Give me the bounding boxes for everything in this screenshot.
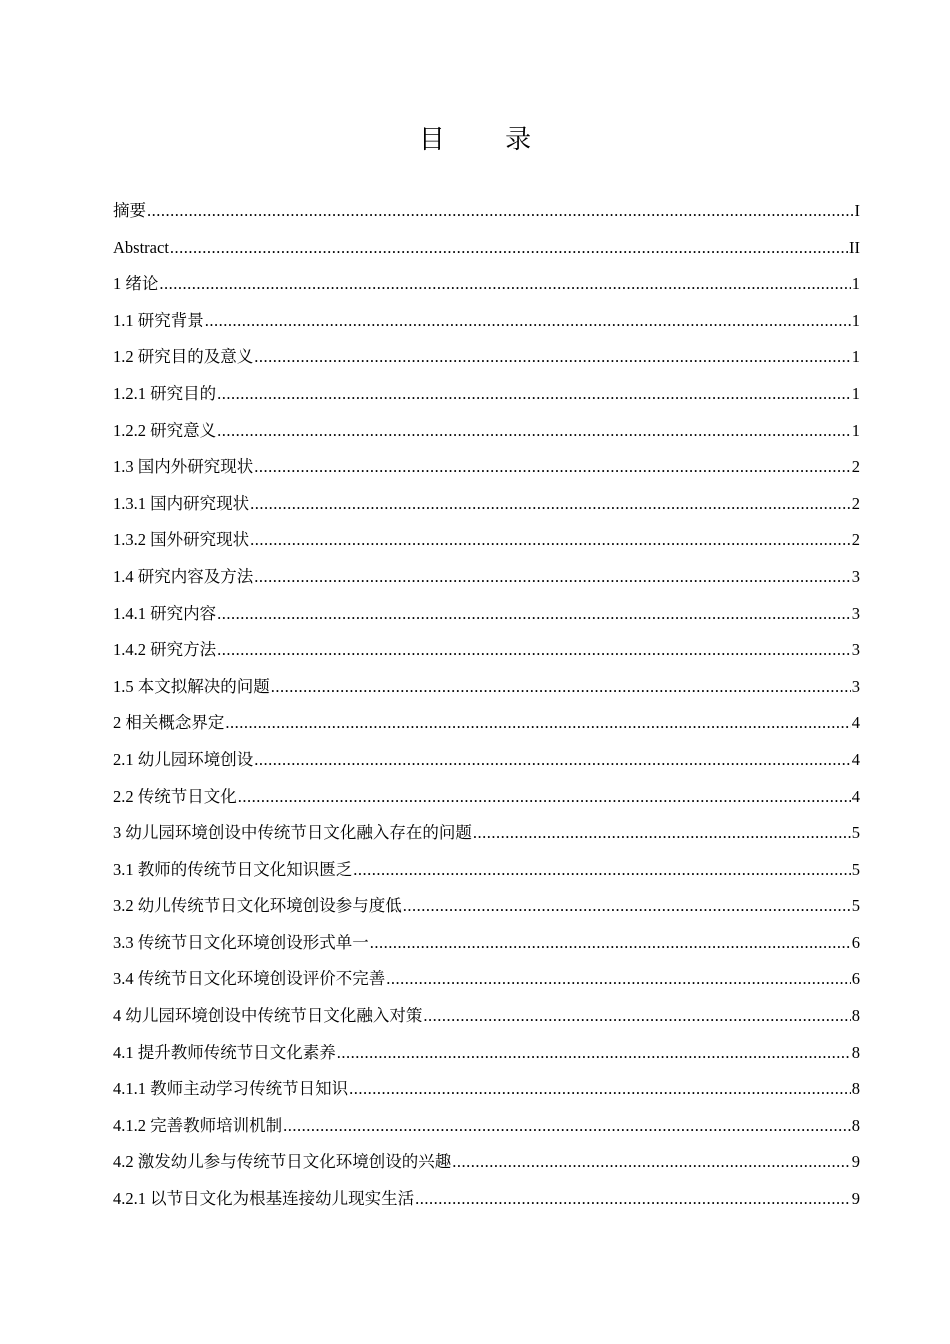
toc-entry-text: 3.3 传统节日文化环境创设形式单一 <box>113 932 369 952</box>
toc-entry-text: 3.4 传统节日文化环境创设评价不完善 <box>113 969 386 989</box>
toc-page-number: 1 <box>851 420 860 440</box>
toc-entry-text: 4 幼儿园环境创设中传统节日文化融入对策 <box>113 1006 423 1026</box>
toc-entry-text: 3.1 教师的传统节日文化知识匮乏 <box>113 859 353 879</box>
toc-dot-leader <box>337 1035 851 1072</box>
toc-page-number: 9 <box>851 1152 860 1172</box>
toc-dot-leader <box>238 779 851 816</box>
toc-dot-leader <box>353 852 851 889</box>
toc-entry[interactable] <box>113 705 860 742</box>
toc-dot-leader <box>217 632 851 669</box>
toc-entry-text: 2.1 幼儿园环境创设 <box>113 749 254 769</box>
toc-dot-leader <box>170 230 848 267</box>
toc-entry[interactable] <box>113 376 860 413</box>
toc-entry[interactable] <box>113 632 860 669</box>
toc-dot-leader <box>452 1144 851 1181</box>
toc-page-number: 3 <box>851 566 860 586</box>
toc-page-number: 8 <box>851 1006 860 1026</box>
toc-dot-leader <box>254 339 851 376</box>
toc-entry[interactable] <box>113 852 860 889</box>
toc-page-number: 3 <box>851 640 860 660</box>
toc-dot-leader <box>250 522 851 559</box>
toc-page-number: 9 <box>851 1189 860 1209</box>
toc-dot-leader <box>225 705 850 742</box>
toc-entry-text: 摘要 <box>113 201 146 220</box>
toc-page-number: 5 <box>851 859 860 879</box>
toc-dot-leader <box>205 303 851 340</box>
toc-entry[interactable] <box>113 339 860 376</box>
toc-entry[interactable] <box>113 193 860 230</box>
toc-entry-text: 1.3 国内外研究现状 <box>113 457 254 477</box>
toc-page-number: 1 <box>851 310 860 330</box>
toc-entry-text: 1.1 研究背景 <box>113 310 204 330</box>
toc-entry[interactable] <box>113 815 860 852</box>
toc-dot-leader <box>271 669 851 706</box>
toc-entry[interactable] <box>113 1181 860 1218</box>
toc-title: 目 录 <box>418 125 558 155</box>
toc-entry[interactable] <box>113 1071 860 1108</box>
toc-page-number: 6 <box>851 932 860 952</box>
toc-page-number: 4 <box>851 749 860 769</box>
toc-entry-text: 1.3.2 国外研究现状 <box>113 530 250 550</box>
toc-page-number: 2 <box>851 493 860 513</box>
toc-page-number: 1 <box>851 347 860 367</box>
toc-entry-text: 2 相关概念界定 <box>113 713 225 733</box>
toc-entry[interactable] <box>113 1035 860 1072</box>
toc-dot-leader <box>423 998 850 1035</box>
toc-dot-leader <box>254 449 851 486</box>
toc-dot-leader <box>403 888 851 925</box>
toc-page-number: 2 <box>851 457 860 477</box>
toc-entry[interactable] <box>113 1108 860 1145</box>
toc-page-number: 1 <box>851 274 860 294</box>
toc-list <box>113 193 860 1218</box>
toc-dot-leader <box>159 266 850 303</box>
toc-dot-leader <box>217 376 851 413</box>
toc-dot-leader <box>254 559 851 596</box>
toc-entry[interactable] <box>113 998 860 1035</box>
toc-entry[interactable] <box>113 925 860 962</box>
toc-page-number: 4 <box>851 786 860 806</box>
toc-entry-text: 1 绪论 <box>113 274 159 294</box>
toc-page-number: 8 <box>851 1115 860 1135</box>
toc-page-number: 3 <box>851 603 860 623</box>
toc-dot-leader <box>473 815 851 852</box>
toc-entry[interactable] <box>113 230 860 267</box>
toc-entry[interactable] <box>113 449 860 486</box>
toc-dot-leader <box>250 486 851 523</box>
toc-entry[interactable] <box>113 413 860 450</box>
toc-entry[interactable] <box>113 669 860 706</box>
toc-page-number: 5 <box>851 823 860 843</box>
toc-dot-leader <box>283 1108 851 1145</box>
toc-entry[interactable] <box>113 1144 860 1181</box>
toc-entry-text: 2.2 传统节日文化 <box>113 786 237 806</box>
toc-entry-text: 1.2 研究目的及意义 <box>113 347 254 367</box>
toc-entry-text: 4.1.1 教师主动学习传统节日知识 <box>113 1079 349 1099</box>
toc-entry-text: 1.3.1 国内研究现状 <box>113 493 250 513</box>
toc-page-number: I <box>854 201 860 220</box>
toc-dot-leader <box>217 413 851 450</box>
toc-entry[interactable] <box>113 961 860 998</box>
toc-page-number: 1 <box>851 383 860 403</box>
toc-entry[interactable] <box>113 779 860 816</box>
toc-entry-text: 1.4.2 研究方法 <box>113 640 217 660</box>
toc-dot-leader <box>349 1071 851 1108</box>
toc-page-number: 3 <box>851 676 860 696</box>
toc-dot-leader <box>415 1181 851 1218</box>
toc-page-number: 8 <box>851 1079 860 1099</box>
toc-entry-text: 1.5 本文拟解决的问题 <box>113 676 270 696</box>
toc-dot-leader <box>386 961 851 998</box>
toc-entry[interactable] <box>113 559 860 596</box>
toc-entry[interactable] <box>113 596 860 633</box>
toc-entry-text: 4.2 激发幼儿参与传统节日文化环境创设的兴趣 <box>113 1152 452 1172</box>
toc-entry-text: 1.2.2 研究意义 <box>113 420 217 440</box>
toc-entry-text: 1.4.1 研究内容 <box>113 603 217 623</box>
toc-page-number: II <box>849 237 860 257</box>
toc-entry-text: 4.1 提升教师传统节日文化素养 <box>113 1042 336 1062</box>
toc-dot-leader <box>370 925 851 962</box>
toc-entry-text: Abstract <box>113 237 169 257</box>
toc-entry[interactable] <box>113 266 860 303</box>
toc-entry-text: 4.2.1 以节日文化为根基连接幼儿现实生活 <box>113 1189 415 1209</box>
toc-entry[interactable] <box>113 888 860 925</box>
toc-entry[interactable] <box>113 303 860 340</box>
toc-dot-leader <box>217 596 851 633</box>
toc-page-number: 8 <box>851 1042 860 1062</box>
toc-entry-text: 3 幼儿园环境创设中传统节日文化融入存在的问题 <box>113 823 472 843</box>
toc-entry[interactable] <box>113 742 860 779</box>
toc-entry[interactable] <box>113 522 860 559</box>
toc-entry-text: 4.1.2 完善教师培训机制 <box>113 1115 283 1135</box>
toc-page-number: 6 <box>851 969 860 989</box>
toc-entry-text: 1.2.1 研究目的 <box>113 383 217 403</box>
toc-page-number: 5 <box>851 896 860 916</box>
toc-dot-leader <box>254 742 851 779</box>
toc-dot-leader <box>147 193 854 230</box>
toc-page-number: 2 <box>851 530 860 550</box>
toc-entry[interactable] <box>113 486 860 523</box>
toc-page-number: 4 <box>851 713 860 733</box>
toc-entry-text: 1.4 研究内容及方法 <box>113 566 254 586</box>
toc-entry-text: 3.2 幼儿传统节日文化环境创设参与度低 <box>113 896 402 916</box>
